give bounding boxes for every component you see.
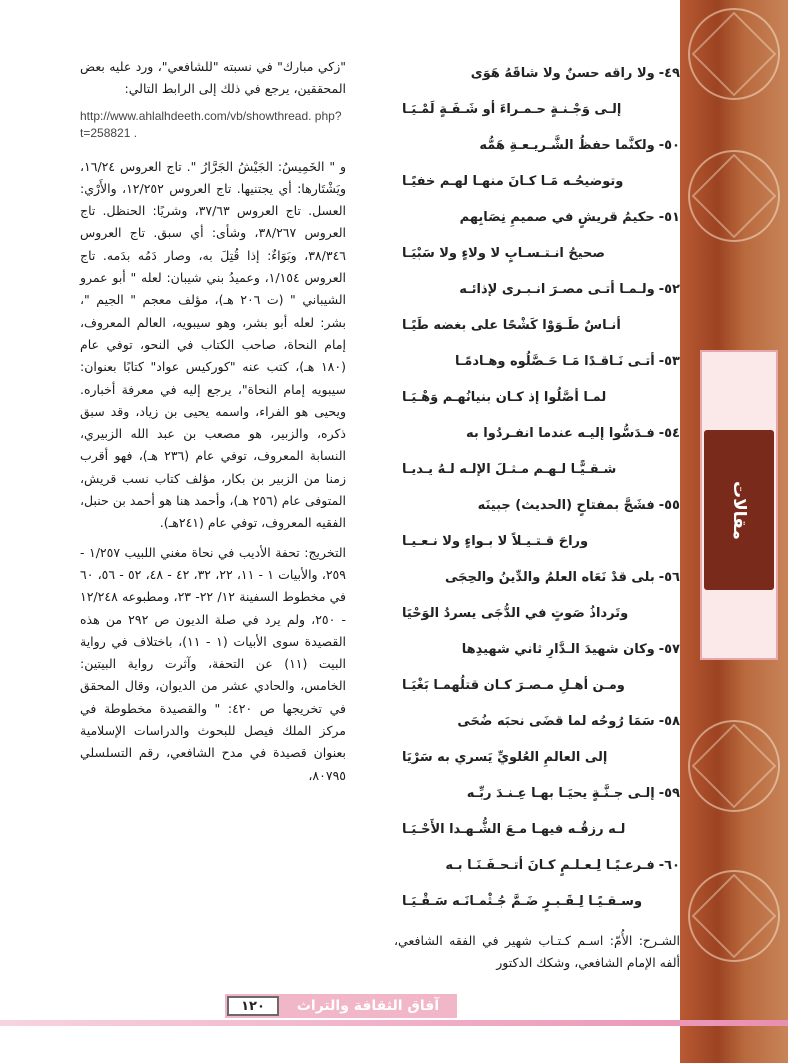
verse-number: ٥٥- (658, 498, 680, 513)
verse-first-hemistich (394, 426, 680, 441)
page-footer (225, 994, 457, 1018)
section-label: مقالات (704, 430, 774, 590)
verse-second-hemistich: إلى العالمِ العُلويِّ يَسري به سَرْيَا (402, 750, 608, 765)
verse-first-hemistich (394, 66, 680, 81)
verse-text: بلى قدْ نَعَاه العلمُ والدِّينُ والحِجَى (444, 570, 655, 585)
verse-first-hemistich (394, 282, 680, 297)
verse-first-hemistich (394, 858, 680, 873)
ornament-medallion-icon (688, 720, 780, 812)
verse (394, 782, 680, 854)
verse-text: إلـى جـنَّـةٍ يحيَـا بهـا عِـنـدَ ربِّـه (466, 786, 655, 801)
verse (394, 422, 680, 494)
ornament-medallion-icon (688, 870, 780, 962)
verse-first-hemistich (394, 138, 680, 153)
poem-column (394, 62, 680, 926)
verse-first-hemistich (394, 354, 680, 369)
verse (394, 638, 680, 710)
verse-second-hemistich: وتَرداذُ صَوتٍ في الدُّجَى يسردُ الوَحْيَا (402, 606, 629, 621)
verse (394, 494, 680, 566)
verse-text: أتـى نَـاقـدًا مَـا حَـصَّلُوه وهـادمًـا (454, 354, 655, 369)
verse (394, 62, 680, 134)
verse-second-hemistich: لمـا أصَّلُوا إذ كـان بنيانُهـم وَهْـيَـا (402, 390, 607, 405)
verse-second-hemistich: ومـن أهـلِ مـصـرَ كـان قتلُهمـا بَغْيَـا (402, 678, 625, 693)
ornament-medallion-icon (688, 150, 780, 242)
reference-link[interactable]: http://www.ahlalhdeeth.com/vb/showthread. php?t=258821 . (80, 108, 342, 140)
verse-number: ٦٠- (658, 858, 680, 873)
footnote-paragraph: التخريج: تحفة الأديب في نحاة مغني اللبيب ١/٢٥٧ - ٢٥٩، والأبيات ١ - ١١، ٢٢، ٣٢، ٤٢ - ٤٨، ٥٢ - ٥٦، ٦٠ في مخطوط السفينة ١٢/ ٢٢- ٢٣، ومطبوعه ١٢/٢٤٨ - ٢٥٠، ولم يرد في صلة الديون ص ٢٩٢ من هذه القصيدة سوى الأبيات (١ - ١١)، باختلاف في رواية البيت (١١) عن التحفة، وآثرت رواية البيتين: الخامس، والحادي عشر من الديوان، وقال المحقق في تخريجها ص ٤٢٠: " والقصيدة مخطوطة في مركز الملك فيصل للبحوث والدراسات الإسلامية بعنوان قصيدة في مدح الشافعي، رقم التسلسلي ٨٠٧٩٥، (80, 544, 347, 783)
verse-text: فـرعـيًـا لِـعـلـمٍ كـانَ أتـحـفَـنَـا بـه (445, 858, 655, 873)
verse-first-hemistich (394, 498, 680, 513)
verse-text: فـدَسُّوا إليـه عندما انفـردُوا به (465, 426, 655, 441)
footnote-paragraph: و " الخَمِيسُ: الجَيْشُ الجَرَّارُ ". تاج العروس ١٦/٢٤، ويَشْتَارها: أي يجتنيها. تاج العروس ١٢/٢٥٢، والأَرْي: العسل. تاج العروس ٣٧/٦٣، وشريًا: الحنظل. تاج العروس ٣٨/٢٦٧، وشأى: أي سبق. تاج العروس ٣٨/٣٤٦، وبَوَاءٌ: إذا قُتِلَ به، وصار دَمُه بدَمه. تاج العروس ١/١٥٤، وعميدُ بني شيبان: لعله " أبو عمرو الشيباني " (ت ٢٠٦ هـ)، مؤلف معجم " الجيم "، بشر: لعله أبو بشر، وهو سيبويه، العالم المعروف، إمام النحاة، صاحب الكتاب في النحو، توفي عام (١٨٠ هـ)، كتب عنه "كوركيس عواد" كتابًا بعنوان: سيبويه إمام النحاة"، يرجع إليه في معرفة أخباره. ويحيى هو الفراء، واسمه يحيى بن زياد، وقد سبق ذكره، والزبير، هو مصعب بن عبد الله الزبيري، النسابة المعروف، توفي عام (٢٣٦ هـ)، فهو أقرب زمنا من الزبير بن بكار، مؤلف كتاب نسب قريش، المتوفى عام (٢٥٦ هـ)، وأحمد هنا هو أحمد بن حنبل، الفقيه المعروف، توفي عام (٢٤١هـ). (80, 158, 347, 531)
verse-first-hemistich (394, 714, 680, 729)
verse-text: سَمَا رُوحُه لما قضَى نحبَه ضُحَى (457, 714, 655, 729)
verse-second-hemistich: وتوضيحُـه مَـا كـانَ منهـا لهـم خفيًـا (402, 174, 624, 189)
commentary-note: الشـرح: الأُمّ: اسـم كـتـاب شهير في الفقه الشافعي، ألفه الإمام الشافعي، وشكك الدكتور (394, 933, 680, 970)
verse-text: ولـمـا أتـى مصـرَ انـبـرى لإذائـه (459, 282, 655, 297)
verse-first-hemistich (394, 570, 680, 585)
verse-number: ٥٦- (658, 570, 680, 585)
verse (394, 134, 680, 206)
verse-first-hemistich (394, 786, 680, 801)
verse-text: ولا راقه حسنٌ ولا شاقَهُ هَوَى (470, 66, 655, 81)
footer-strip (0, 1020, 788, 1026)
page-number: ١٢٠ (227, 996, 279, 1016)
verse (394, 566, 680, 638)
verse-first-hemistich (394, 210, 680, 225)
prose-column (80, 56, 346, 794)
verse-number: ٥١- (658, 210, 680, 225)
magazine-title: آفاق الثقافة والتراث (296, 998, 440, 1014)
verse-number: ٥٩- (658, 786, 680, 801)
verse-text: ولكنَّما حفظُ الشَّـريـعـةِ هَمُّه (479, 138, 655, 153)
footnote-paragraph: "زكي مبارك" في نسبته "للشافعي"، ورد عليه بعض المحققين، يرجع في ذلك إلى الرابط التالي: (80, 59, 346, 97)
verse-second-hemistich: أنـاسٌ طَـوَوْا كَشْحًا على بغضه طَيًـا (402, 318, 621, 333)
verse-second-hemistich: صحيحُ انـتـسـابٍ لا ولاءٍ ولا سَبْيَـا (402, 246, 605, 261)
verse-number: ٥٤- (658, 426, 680, 441)
verse-first-hemistich (394, 642, 680, 657)
verse-text: حكيمُ قريشٍ في صميمِ نِصَابِهم (459, 210, 655, 225)
verse (394, 206, 680, 278)
verse-second-hemistich: شـقـيًّـا لـهـم مـثـلَ الإلـه لـهُ يـديـا (402, 462, 617, 477)
verse-second-hemistich: لـه رزقُـه فيهـا مـعَ الشُّـهـدا الأَحْـيَـا (402, 822, 626, 837)
verse-second-hemistich: وسـقـيًـا لِـقَـبـرٍ ضَـمَّ جُـثْمـانَـه سَـقْـيَـا (402, 894, 643, 909)
verse-text: وكان شهيدَ الـدَّارِ ثاني شهيدِها (461, 642, 655, 657)
verse-second-hemistich: إلـى وَجْـنـةٍ حـمـراءَ أو شَـفَـةٍ لَمْـيَـا (402, 102, 622, 117)
verse-number: ٤٩- (658, 66, 680, 81)
verse-number: ٥٨- (658, 714, 680, 729)
verse-text: فشَجَّ بمفتاحٍ (الحديث) جبينَه (477, 498, 655, 513)
verse (394, 350, 680, 422)
verse-number: ٥٠- (658, 138, 680, 153)
verse-number: ٥٧- (658, 642, 680, 657)
verse-number: ٥٢- (658, 282, 680, 297)
verse-second-hemistich: وراحَ قـتـيـلاً لا بـواءٍ ولا نـعـيـا (402, 534, 589, 549)
verse-number: ٥٣- (658, 354, 680, 369)
verse (394, 854, 680, 926)
ornament-medallion-icon (688, 8, 780, 100)
verse (394, 710, 680, 782)
verse (394, 278, 680, 350)
